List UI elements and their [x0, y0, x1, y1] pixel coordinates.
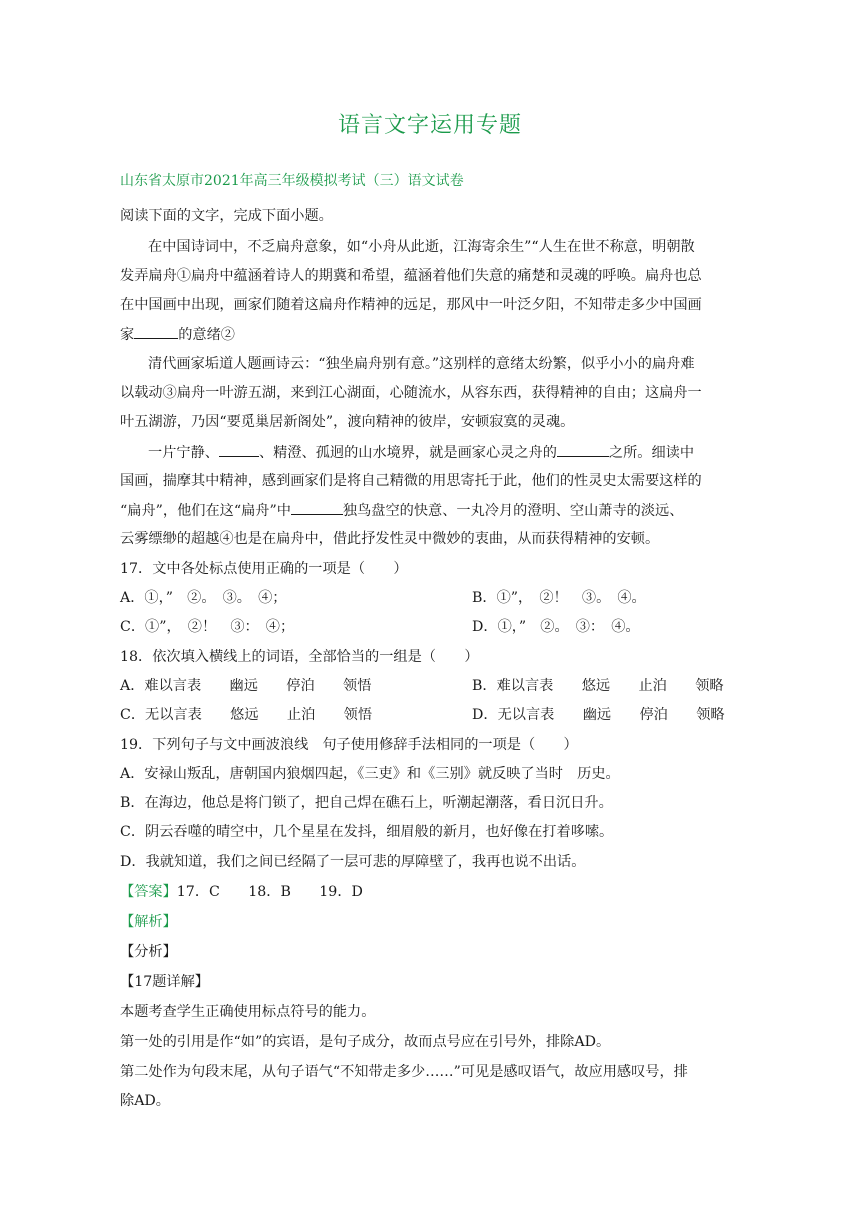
exam-source: 山东省太原市2021年高三年级模拟考试（三）语文试卷 — [120, 173, 464, 189]
q17-option-b: B．①”， ②！ ③。 ④。 — [472, 590, 646, 606]
answer-line — [120, 882, 363, 902]
detail-17-line: 第二处作为句段末尾，从句子语气“不知带走多少……”可见是感叹语气，故应用感叹号，排 — [120, 1064, 688, 1080]
question-19-stem — [120, 735, 578, 755]
passage-line: 清代画家垢道人题画诗云：“独坐扁舟别有意。”这别样的意绪太纷繁，似乎小小的扁舟难 — [148, 356, 695, 372]
q19-stem-text: 句子使用修辞手法相同的一项是（ ） — [322, 737, 578, 753]
fill-blank-1 — [134, 324, 178, 339]
passage-line: 在中国画中出现，画家们随着这扁舟作精神的远足，那风中一叶泛夕阳，不知带走多少中国画 — [120, 297, 702, 313]
detail-17-label: 【17题详解】 — [120, 974, 209, 990]
passage-line: 在中国诗词中，不乏扁舟意象，如“小舟从此逝，江海寄余生”“人生在世不称意，明朝散 — [148, 239, 695, 255]
q18-option-a: A．难以言表 幽远 停泊 领悟 — [120, 678, 372, 694]
fill-blank-4 — [291, 500, 343, 515]
passage-line — [120, 500, 683, 521]
q19-option-b: B．在海边，他总是将门锁了，把自己焊在礁石上，听潮起潮落，看日沉日升。 — [120, 795, 613, 811]
detail-17-line: 第一处的引用是作“如”的宾语，是句子成分，故而点号应在引号外，排除AD。 — [120, 1034, 611, 1050]
passage-line — [120, 324, 235, 345]
q17-option-a: A．①，” ②。 ③。 ④； — [120, 590, 287, 606]
passage-text: 、精澄、孤迥的山水境界，就是画家心灵之舟的 — [258, 445, 557, 461]
q19-stem-text: 19．下列句子与文中画波浪线 — [120, 737, 309, 753]
answer-label: 【答案】 — [120, 884, 177, 900]
detail-17-line: 除AD。 — [120, 1093, 170, 1109]
fill-blank-3 — [557, 442, 609, 457]
q18-option-c: C．无以言表 悠远 止泊 领悟 — [120, 707, 373, 723]
question-18-stem: 18．依次填入横线上的词语，全部恰当的一组是（ ） — [120, 649, 479, 665]
q19-option-d: D．我就知道，我们之间已经隔了一层可悲的厚障壁了，我再也说不出话。 — [120, 854, 586, 870]
instruction: 阅读下面的文字，完成下面小题。 — [120, 208, 333, 224]
detail-17-line: 本题考查学生正确使用标点符号的能力。 — [120, 1004, 376, 1020]
passage-line: 发弄扁舟①扁舟中蕴涵着诗人的期冀和希望，蕴涵着他们失意的痛楚和灵魂的呼唤。扁舟也总 — [120, 268, 702, 284]
q19-option-c: C．阴云吞噬的晴空中，几个星星在发抖，细眉般的新月，也好像在打着哆嗦。 — [120, 824, 614, 840]
analysis-label: 【解析】 — [120, 914, 177, 930]
passage-line — [148, 442, 694, 463]
q19-option-a: A．安禄山叛乱，唐朝国内狼烟四起，《三吏》和《三别》就反映了当时 历史。 — [120, 766, 620, 782]
fill-blank-2 — [219, 442, 259, 457]
passage-text: 家 — [120, 327, 135, 343]
passage-line: 云雾缥缈的超越④也是在扁舟中，借此抒发性灵中微妙的衷曲，从而获得精神的安顿。 — [120, 531, 660, 547]
q18-option-b: B．难以言表 悠远 止泊 领略 — [472, 678, 724, 694]
fenxi-label: 【分析】 — [120, 944, 177, 960]
passage-text: “扁舟”，他们在这“扁舟”中 — [120, 503, 291, 519]
q17-option-c: C．①”， ②！ ③： ④； — [120, 619, 295, 635]
page-title: 语言文字运用专题 — [337, 113, 522, 138]
passage-text: 之所。细读中 — [608, 445, 695, 461]
passage-text: 独鸟盘空的快意、一丸冷月的澄明、空山萧寺的淡远、 — [342, 503, 684, 519]
passage-line: 以载动③扁舟一叶游五湖，来到江心湖面，心随流水，从容东西，获得精神的自由；这扁舟一 — [120, 385, 702, 401]
q18-option-d: D．无以言表 幽远 停泊 领略 — [472, 707, 725, 723]
question-17-stem: 17．文中各处标点使用正确的一项是（ ） — [120, 561, 408, 577]
passage-text: 一片宁静、 — [148, 445, 219, 461]
passage-text: 的意绪② — [178, 327, 235, 343]
passage-line: 叶五湖游，乃因“要觅巢居新阁处”，渡向精神的彼岸，安顿寂寞的灵魂。 — [120, 414, 575, 430]
answer-text: 17．C 18．B 19．D — [176, 884, 363, 900]
passage-line: 国画，揣摩其中精神，感到画家们是将自己精微的用思寄托于此，他们的性灵史太需要这样的 — [120, 473, 702, 489]
q17-option-d: D．①，” ②。 ③： ④。 — [472, 619, 640, 635]
